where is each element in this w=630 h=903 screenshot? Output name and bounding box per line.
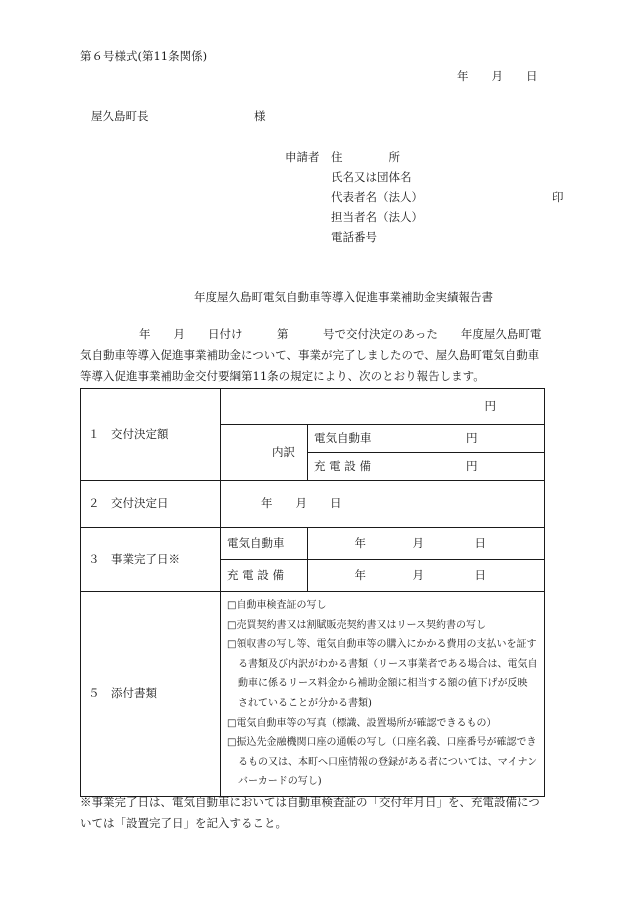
footnote-line-2: いては「設置完了日」を記入すること。	[80, 816, 287, 830]
completion-ev-day: 日	[474, 535, 486, 550]
attachment-receipt-continuation-2: 動車に係るリース料金から補助金額に相当する額の値下げが反映	[238, 678, 528, 690]
attachments-list	[221, 592, 545, 797]
applicant-label: 申請者	[285, 150, 320, 164]
applicant-rep-label: 代表者名（法人）	[331, 190, 423, 204]
grant-date-field[interactable]: 年 月 日	[221, 481, 545, 528]
attachment-bank-continuation-1: るもの又は、本町へ口座情報の登録がある者については、マイナン	[238, 756, 538, 768]
completion-charger-year: 年	[354, 567, 366, 582]
grant-date-label: ２ 交付決定日	[81, 481, 221, 528]
date-line: 年 月 日	[457, 69, 538, 83]
ev-amount-field[interactable]	[308, 425, 545, 453]
attachment-receipt-continuation-3: されていることが分かる書類)	[238, 697, 372, 709]
addressee-name: 屋久島町長	[91, 109, 149, 123]
footnote-line-1: ※事業完了日は、電気自動車においては自動車検査証の「交付年月日」を、充電設備につ	[80, 795, 540, 809]
applicant-contact-label: 担当者名（法人）	[331, 210, 423, 224]
attachment-checkbox-sales-contract[interactable]: □売買契約書又は割賦販売契約書又はリース契約書の写し	[227, 619, 486, 631]
completion-ev-year: 年	[354, 535, 366, 550]
charger-amount-unit: 円	[466, 458, 478, 473]
completion-date-label: ３ 事業完了日※	[81, 528, 221, 592]
row-grant-amount-total	[81, 389, 545, 425]
charger-amount-field[interactable]	[308, 453, 545, 481]
applicant-address-label: 住 所	[331, 150, 400, 164]
attachment-checkbox-photos[interactable]: □電気自動車等の写真（標識、設置場所が確認できるもの）	[227, 717, 497, 729]
row-grant-date	[81, 481, 545, 528]
breakdown-label: 内訳	[221, 425, 308, 481]
completion-charger-month: 月	[412, 567, 424, 582]
body-line-1: 年 月 日付け 第 号で交付決定のあった 年度屋久島町電	[139, 327, 542, 341]
body-line-3: 等導入促進事業補助金交付要綱第11条の規定により、次のとおり報告します。	[80, 369, 485, 383]
addressee-honorific: 様	[254, 109, 266, 123]
document-title: 年度屋久島町電気自動車等導入促進事業補助金実績報告書	[194, 290, 493, 304]
seal-mark: 印	[552, 190, 564, 204]
body-line-2: 気自動車等導入促進事業補助金について、事業が完了しましたので、屋久島町電気自動車	[80, 348, 540, 362]
attachment-checkbox-bank-passbook[interactable]: □振込先金融機関口座の通帳の写し（口座名義、口座番号が確認でき	[227, 737, 537, 749]
grant-amount-total-field[interactable]: 円	[221, 389, 545, 425]
ev-amount-unit: 円	[466, 430, 478, 445]
report-table	[80, 388, 545, 797]
completion-charger-label: 充 電 設 備	[221, 560, 308, 592]
completion-ev-month: 月	[412, 535, 424, 550]
attachments-label: ５ 添付書類	[81, 592, 221, 797]
charger-amount-label: 充 電 設 備	[314, 458, 371, 473]
attachment-checkbox-vehicle-inspection[interactable]: □自動車検査証の写し	[227, 600, 327, 611]
ev-amount-label: 電気自動車	[314, 430, 372, 445]
attachment-checkbox-receipt[interactable]: □領収書の写し等、電気自動車等の購入にかかる費用の支払いを証す	[227, 639, 537, 651]
completion-charger-date-field[interactable]	[308, 560, 545, 592]
applicant-phone-label: 電話番号	[331, 230, 377, 244]
attachment-receipt-continuation-1: る書類及び内訳がわかる書類（リース事業者である場合は、電気自	[238, 658, 538, 670]
form-number: 第６号様式(第11条関係)	[80, 49, 208, 63]
row-completion-ev	[81, 528, 545, 560]
completion-ev-label: 電気自動車	[221, 528, 308, 560]
attachment-bank-continuation-2: バーカードの写し)	[238, 776, 322, 788]
completion-charger-day: 日	[474, 567, 486, 582]
grant-amount-label: １ 交付決定額	[81, 389, 221, 481]
applicant-org-label: 氏名又は団体名	[331, 170, 412, 184]
row-attachments	[81, 592, 545, 797]
completion-ev-date-field[interactable]	[308, 528, 545, 560]
